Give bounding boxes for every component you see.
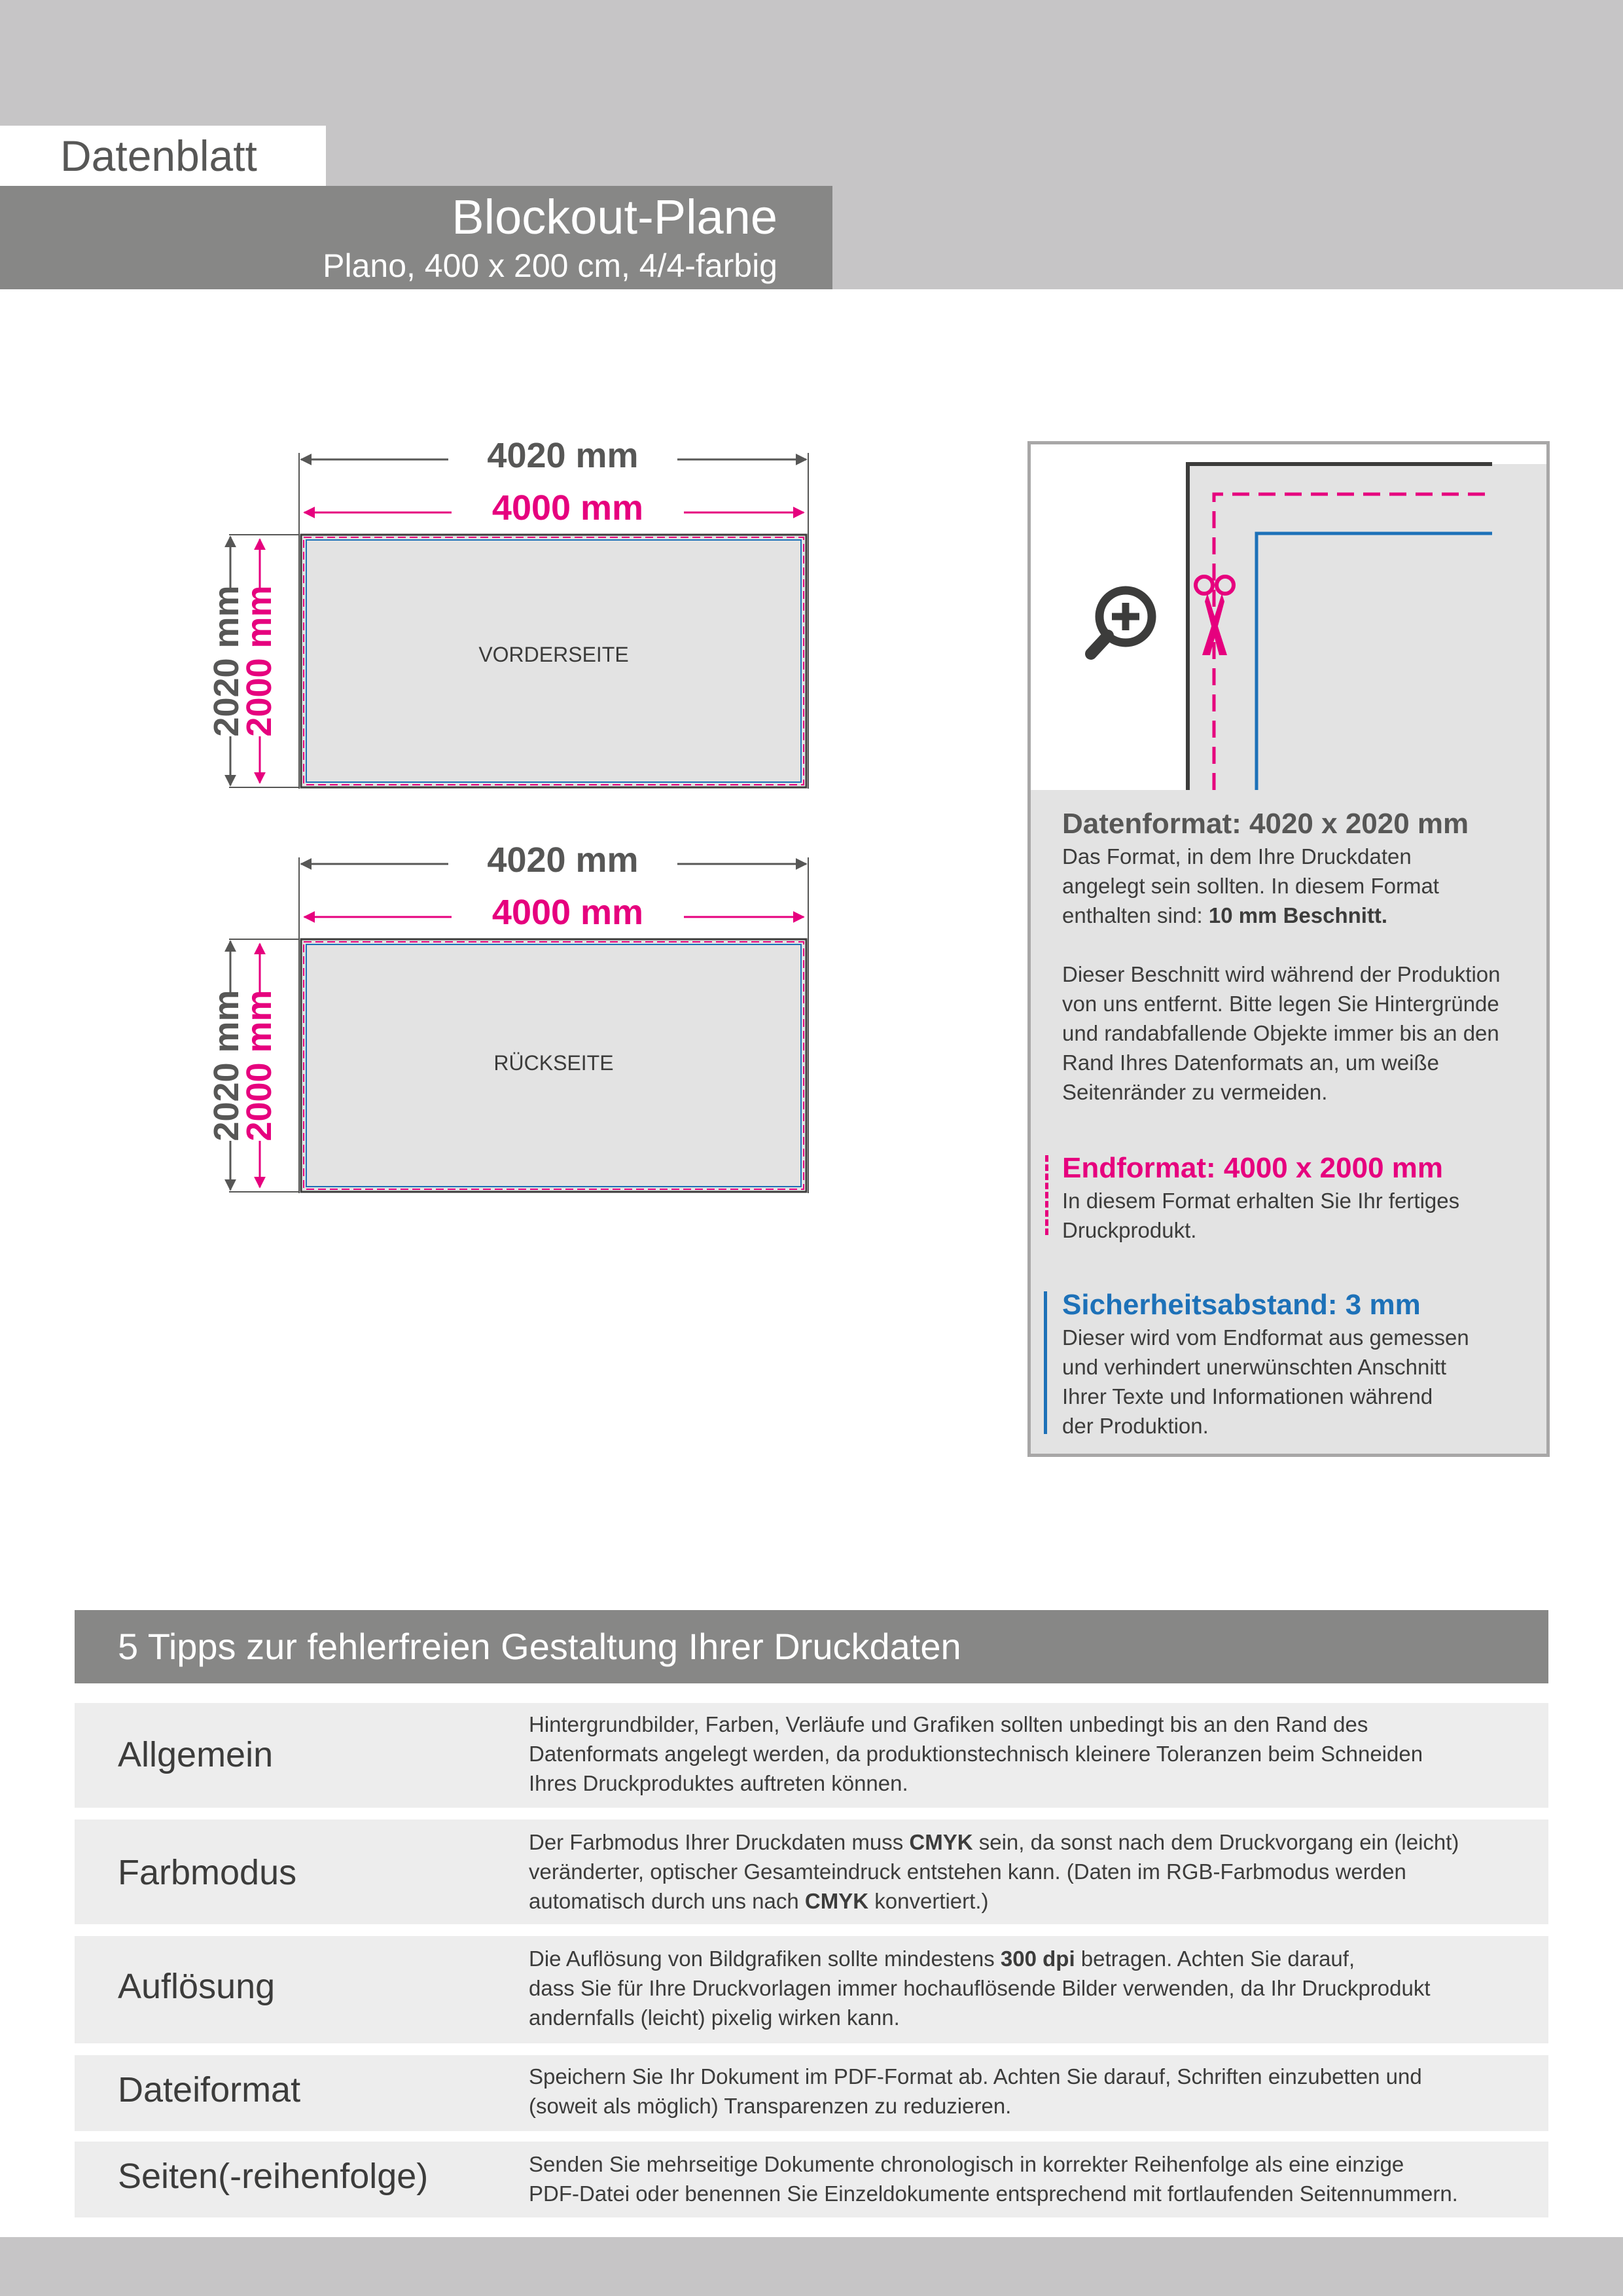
magnifier-plus-icon [1091,590,1152,654]
sicherheit-line-4: der Produktion. [1062,1414,1209,1438]
back-dimension-lines [196,836,818,1203]
tip-text-allgemein [529,1710,1530,1798]
datenformat-para2-line-2: von uns entfernt. Bitte legen Sie Hintergründe [1062,992,1499,1016]
datenformat-para2-line-4: Rand Ihres Datenformats an, um weiße [1062,1050,1439,1075]
datenformat-heading: Datenformat: 4020 x 2020 mm [1062,808,1469,840]
sicherheit-marker [1044,1291,1047,1434]
tip-row-allgemein [75,1703,1548,1808]
back-height-data: 2020 mm [207,990,246,1141]
tip-line: (soweit als möglich) Transparenzen zu reduzieren. [529,2094,1012,2118]
back-face-label: RÜCKSEITE [493,1051,614,1075]
tip-line [529,1827,1530,1857]
datenformat-line-3 [1062,901,1387,930]
tip-line: Speichern Sie Ihr Dokument im PDF-Format ab. Achten Sie darauf, Schriften einzubetten und [529,2064,1422,2089]
tip-line: dass Sie für Ihre Druckvorlagen immer hochauflösende Bilder verwenden, da Ihr Druckprodukt [529,1976,1431,2000]
doc-label: Datenblatt [0,126,326,186]
endformat-line-1: In diesem Format erhalten Sie Ihr fertiges [1062,1189,1460,1213]
front-height-data: 2020 mm [207,585,246,737]
front-width-data: 4020 mm [487,436,639,475]
datenformat-para2-line-5: Seitenränder zu vermeiden. [1062,1080,1328,1104]
tip-name-farbmodus: Farbmodus [118,1853,297,1892]
sicherheit-line-1: Dieser wird vom Endformat aus gemessen [1062,1325,1469,1350]
tip-text-seiten [529,2149,1530,2208]
tip-bold: CMYK [804,1889,869,1913]
title-box [0,186,832,289]
tip-line [529,1886,1530,1916]
back-width-final: 4000 mm [491,893,644,932]
sicherheit-line-2: und verhindert unerwünschten Anschnitt [1062,1355,1447,1379]
endformat-line-2: Druckprodukt. [1062,1218,1197,1242]
tip-line: Hintergrundbilder, Farben, Verläufe und Grafiken sollten unbedingt bis an den Rand des [529,1712,1368,1736]
tip-text-part: sein, da sonst nach dem Druckvorgang ein (leicht) [972,1830,1459,1854]
tip-row-farbmodus [75,1820,1548,1924]
tips-title: 5 Tipps zur fehlerfreien Gestaltung Ihrer Druckdaten [75,1610,1548,1683]
tip-line: Senden Sie mehrseitige Dokumente chronologisch in korrekter Reihenfolge als eine einzige [529,2152,1404,2176]
tip-line: Datenformats angelegt werden, da produktionstechnisch kleinere Toleranzen beim Schneiden [529,1742,1423,1766]
tip-name-dateiformat: Dateiformat [118,2070,301,2109]
tip-text-farbmodus [529,1827,1530,1916]
tip-name-allgemein: Allgemein [118,1735,274,1774]
tip-row-dateiformat [75,2055,1548,2131]
tip-line [529,1944,1530,1973]
tip-text-dateiformat [529,2062,1530,2121]
tip-text-part: konvertiert.) [868,1889,989,1913]
sicherheit-line-3: Ihrer Texte und Informationen während [1062,1384,1433,1408]
diagram-front [196,432,818,798]
tip-line: Ihres Druckproduktes auftreten können. [529,1771,908,1795]
datenformat-para2-line-3: und randabfallende Objekte immer bis an den [1062,1021,1499,1045]
front-height-final: 2000 mm [240,585,279,737]
back-height-final: 2000 mm [240,990,279,1141]
datenformat-line-2: angelegt sein sollten. In diesem Format [1062,874,1439,898]
tip-line: PDF-Datei oder benennen Sie Einzeldokumente entsprechend mit fortlaufenden Seitennummern. [529,2181,1458,2206]
datenformat-line-1: Das Format, in dem Ihre Druckdaten [1062,844,1412,869]
sicherheit-heading: Sicherheitsabstand: 3 mm [1062,1289,1421,1321]
diagram-back [196,836,818,1203]
back-width-data: 4020 mm [487,840,639,880]
tip-line: veränderter, optischer Gesamteindruck entstehen kann. (Daten im RGB-Farbmodus werden [529,1859,1406,1884]
datenformat-para2-line-1: Dieser Beschnitt wird während der Produktion [1062,962,1501,986]
endformat-marker [1045,1155,1048,1235]
endformat-heading: Endformat: 4000 x 2000 mm [1062,1152,1444,1184]
tip-text-part: Der Farbmodus Ihrer Druckdaten muss [529,1830,910,1854]
tip-bold: 300 dpi [1000,1946,1075,1971]
front-face-label: VORDERSEITE [478,643,629,666]
datenformat-bleed-bold: 10 mm Beschnitt. [1208,903,1388,927]
product-subtitle: Plano, 400 x 200 cm, 4/4-farbig [323,247,777,284]
tip-row-aufloesung [75,1936,1548,2043]
tip-row-seiten [75,2142,1548,2217]
tip-name-seiten: Seiten(-reihenfolge) [118,2157,429,2196]
tip-text-aufloesung [529,1944,1530,2032]
datenformat-line-3-text: enthalten sind: [1062,903,1209,927]
tip-text-part: Die Auflösung von Bildgrafiken sollte mindestens [529,1946,1001,1971]
product-title: Blockout-Plane [452,190,777,244]
tip-line: andernfalls (leicht) pixelig wirken kann. [529,2005,900,2030]
front-width-final: 4000 mm [491,488,644,528]
tip-bold: CMYK [909,1830,973,1854]
tip-text-part: betragen. Achten Sie darauf, [1075,1946,1355,1971]
front-dimension-lines [196,432,818,798]
tip-text-part: automatisch durch uns nach [529,1889,805,1913]
corner-zoom-detail [1031,444,1546,790]
footer-band [0,2237,1623,2296]
tip-name-aufloesung: Auflösung [118,1967,276,2006]
